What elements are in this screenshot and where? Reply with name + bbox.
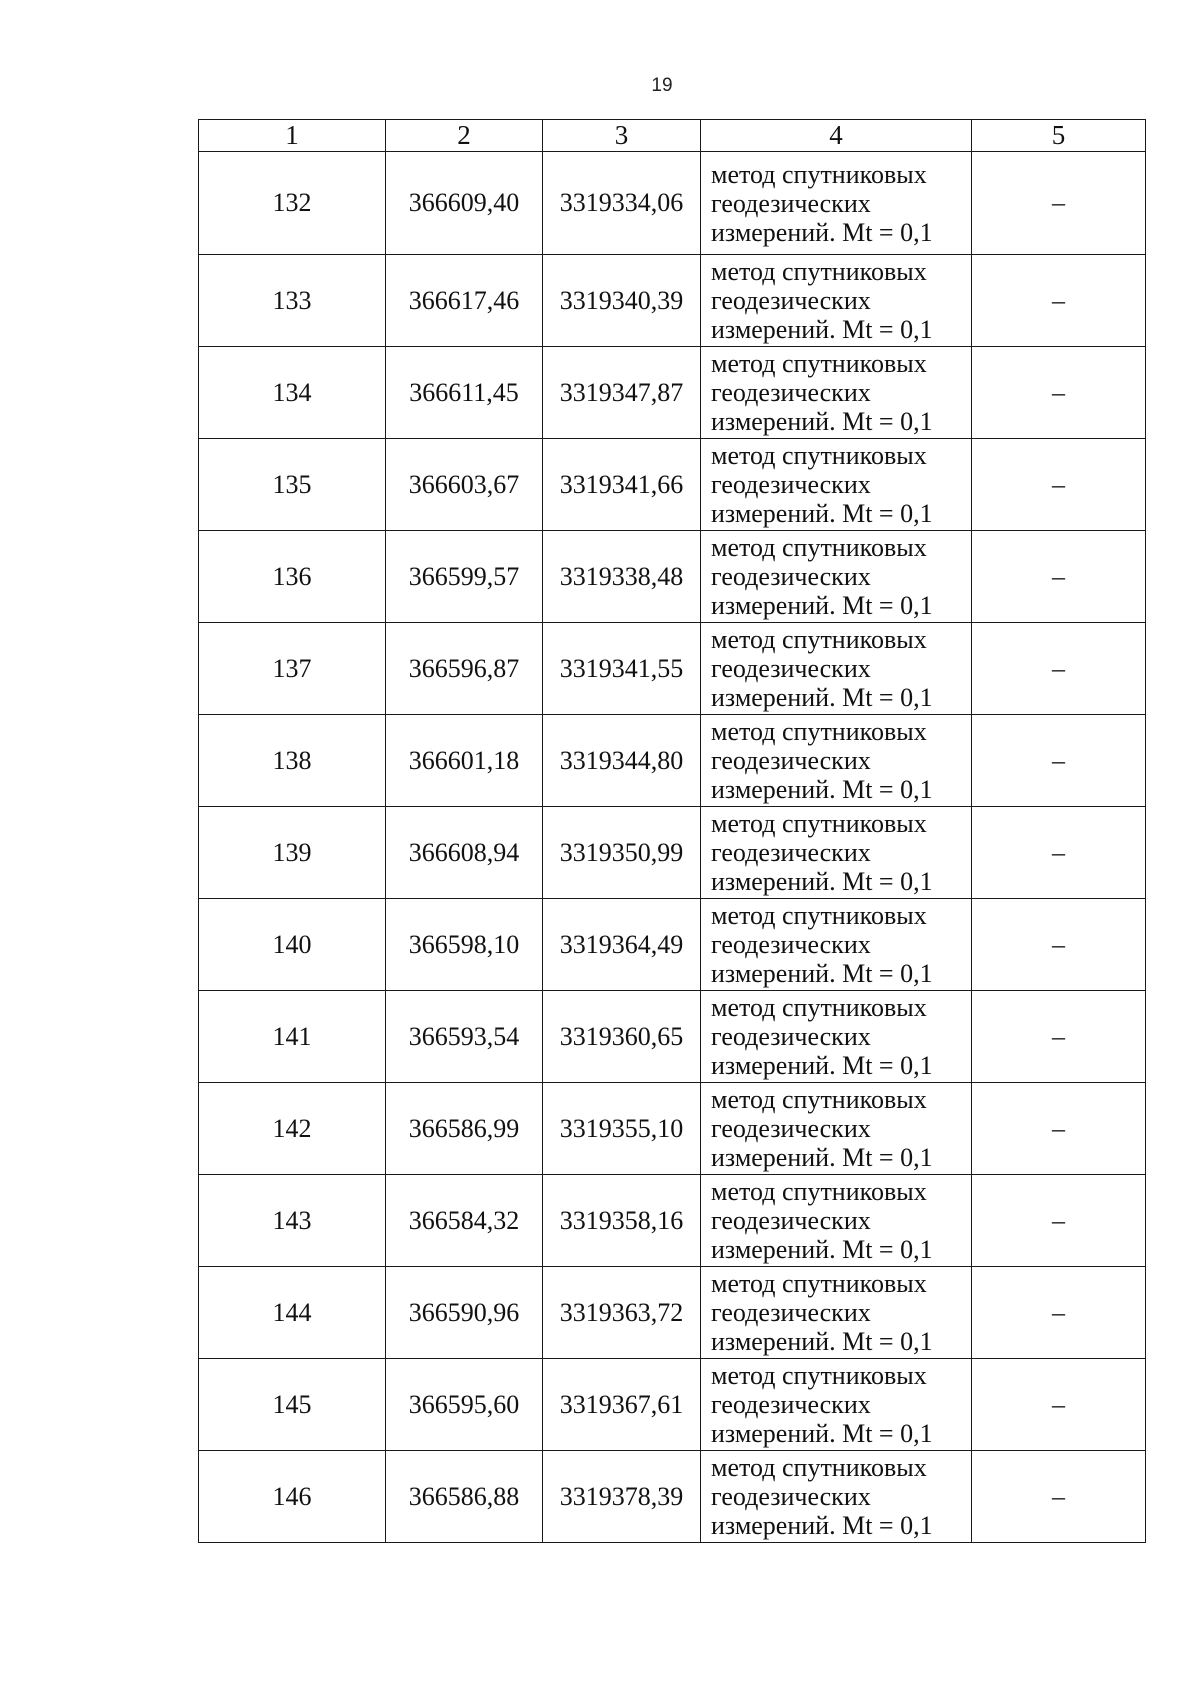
note-cell: – <box>972 623 1146 715</box>
point-number-cell: 144 <box>199 1267 386 1359</box>
note-cell: – <box>972 1267 1146 1359</box>
method-cell <box>701 1083 972 1175</box>
x-coordinate-cell: 366586,88 <box>386 1451 543 1543</box>
y-coordinate-cell: 3319338,48 <box>543 531 701 623</box>
y-coordinate-cell: 3319360,65 <box>543 991 701 1083</box>
table-row <box>199 347 1146 439</box>
y-coordinate-cell: 3319350,99 <box>543 807 701 899</box>
method-line: метод спутниковых <box>711 1269 927 1298</box>
method-line: измерений. Mt = 0,1 <box>711 867 933 896</box>
note-cell: – <box>972 899 1146 991</box>
method-cell <box>701 152 972 255</box>
x-coordinate-cell: 366599,57 <box>386 531 543 623</box>
point-number-cell: 146 <box>199 1451 386 1543</box>
table-row <box>199 1359 1146 1451</box>
table-row <box>199 991 1146 1083</box>
method-line: метод спутниковых <box>711 1085 927 1114</box>
header-row <box>199 120 1146 152</box>
method-cell <box>701 715 972 807</box>
point-number-cell: 145 <box>199 1359 386 1451</box>
note-cell: – <box>972 152 1146 255</box>
table-row <box>199 1175 1146 1267</box>
table-row <box>199 1451 1146 1543</box>
point-number-cell: 142 <box>199 1083 386 1175</box>
header-col-2: 2 <box>386 120 543 152</box>
point-number-cell: 139 <box>199 807 386 899</box>
point-number-cell: 140 <box>199 899 386 991</box>
method-line: измерений. Mt = 0,1 <box>711 1143 933 1172</box>
note-cell: – <box>972 807 1146 899</box>
note-cell: – <box>972 531 1146 623</box>
method-line: измерений. Mt = 0,1 <box>711 407 933 436</box>
method-line: метод спутниковых <box>711 1453 927 1482</box>
x-coordinate-cell: 366598,10 <box>386 899 543 991</box>
method-line: геодезических <box>711 378 871 407</box>
method-cell <box>701 991 972 1083</box>
table-row <box>199 1267 1146 1359</box>
method-line: метод спутниковых <box>711 533 927 562</box>
method-line: метод спутниковых <box>711 625 927 654</box>
method-line: геодезических <box>711 562 871 591</box>
method-line: метод спутниковых <box>711 1361 927 1390</box>
table-row <box>199 899 1146 991</box>
y-coordinate-cell: 3319334,06 <box>543 152 701 255</box>
note-cell: – <box>972 347 1146 439</box>
y-coordinate-cell: 3319347,87 <box>543 347 701 439</box>
y-coordinate-cell: 3319363,72 <box>543 1267 701 1359</box>
method-line: измерений. Mt = 0,1 <box>711 1511 933 1540</box>
method-cell <box>701 255 972 347</box>
x-coordinate-cell: 366590,96 <box>386 1267 543 1359</box>
method-line: метод спутниковых <box>711 993 927 1022</box>
point-number-cell: 138 <box>199 715 386 807</box>
x-coordinate-cell: 366601,18 <box>386 715 543 807</box>
method-line: измерений. Mt = 0,1 <box>711 1051 933 1080</box>
method-line: геодезических <box>711 470 871 499</box>
y-coordinate-cell: 3319358,16 <box>543 1175 701 1267</box>
x-coordinate-cell: 366596,87 <box>386 623 543 715</box>
y-coordinate-cell: 3319355,10 <box>543 1083 701 1175</box>
table-row <box>199 152 1146 255</box>
table-row <box>199 1083 1146 1175</box>
table-row <box>199 807 1146 899</box>
method-line: метод спутниковых <box>711 441 927 470</box>
point-number-cell: 141 <box>199 991 386 1083</box>
method-line: метод спутниковых <box>711 349 927 378</box>
note-cell: – <box>972 1175 1146 1267</box>
y-coordinate-cell: 3319340,39 <box>543 255 701 347</box>
note-cell: – <box>972 1451 1146 1543</box>
method-cell <box>701 1175 972 1267</box>
method-line: геодезических <box>711 1482 871 1511</box>
method-line: геодезических <box>711 188 871 218</box>
x-coordinate-cell: 366595,60 <box>386 1359 543 1451</box>
table-row <box>199 715 1146 807</box>
coordinates-table <box>198 119 1146 1543</box>
method-cell <box>701 807 972 899</box>
method-line: геодезических <box>711 930 871 959</box>
table-row <box>199 531 1146 623</box>
method-line: метод спутниковых <box>711 717 927 746</box>
method-line: метод спутниковых <box>711 159 927 189</box>
note-cell: – <box>972 255 1146 347</box>
method-cell <box>701 531 972 623</box>
method-line: геодезических <box>711 1022 871 1051</box>
y-coordinate-cell: 3319367,61 <box>543 1359 701 1451</box>
method-line: метод спутниковых <box>711 1177 927 1206</box>
table-row <box>199 255 1146 347</box>
note-cell: – <box>972 1083 1146 1175</box>
method-cell <box>701 347 972 439</box>
x-coordinate-cell: 366611,45 <box>386 347 543 439</box>
method-line: измерений. Mt = 0,1 <box>711 683 933 712</box>
x-coordinate-cell: 366617,46 <box>386 255 543 347</box>
method-cell <box>701 1359 972 1451</box>
x-coordinate-cell: 366603,67 <box>386 439 543 531</box>
point-number-cell: 132 <box>199 152 386 255</box>
table-body <box>199 152 1146 1543</box>
method-line: измерений. Mt = 0,1 <box>711 1327 933 1356</box>
method-line: геодезических <box>711 838 871 867</box>
method-line: метод спутниковых <box>711 901 927 930</box>
header-col-4: 4 <box>701 120 972 152</box>
point-number-cell: 137 <box>199 623 386 715</box>
method-line: геодезических <box>711 286 871 315</box>
y-coordinate-cell: 3319364,49 <box>543 899 701 991</box>
y-coordinate-cell: 3319341,66 <box>543 439 701 531</box>
note-cell: – <box>972 1359 1146 1451</box>
note-cell: – <box>972 991 1146 1083</box>
y-coordinate-cell: 3319344,80 <box>543 715 701 807</box>
table-row <box>199 439 1146 531</box>
method-cell <box>701 1451 972 1543</box>
method-line: измерений. Mt = 0,1 <box>711 1419 933 1448</box>
method-cell <box>701 439 972 531</box>
x-coordinate-cell: 366609,40 <box>386 152 543 255</box>
page-number: 19 <box>651 75 673 96</box>
method-line: измерений. Mt = 0,1 <box>711 591 933 620</box>
method-line: измерений. Mt = 0,1 <box>711 217 933 247</box>
point-number-cell: 143 <box>199 1175 386 1267</box>
note-cell: – <box>972 439 1146 531</box>
method-line: геодезических <box>711 1114 871 1143</box>
header-col-3: 3 <box>543 120 701 152</box>
x-coordinate-cell: 366586,99 <box>386 1083 543 1175</box>
point-number-cell: 135 <box>199 439 386 531</box>
table-row <box>199 623 1146 715</box>
header-col-1: 1 <box>199 120 386 152</box>
method-line: геодезических <box>711 1390 871 1419</box>
method-line: измерений. Mt = 0,1 <box>711 315 933 344</box>
header-col-5: 5 <box>972 120 1146 152</box>
method-cell <box>701 899 972 991</box>
method-cell <box>701 1267 972 1359</box>
y-coordinate-cell: 3319378,39 <box>543 1451 701 1543</box>
point-number-cell: 136 <box>199 531 386 623</box>
method-line: геодезических <box>711 746 871 775</box>
x-coordinate-cell: 366608,94 <box>386 807 543 899</box>
point-number-cell: 134 <box>199 347 386 439</box>
method-line: геодезических <box>711 1298 871 1327</box>
method-line: измерений. Mt = 0,1 <box>711 1235 933 1264</box>
method-line: геодезических <box>711 654 871 683</box>
method-line: измерений. Mt = 0,1 <box>711 959 933 988</box>
x-coordinate-cell: 366593,54 <box>386 991 543 1083</box>
method-line: геодезических <box>711 1206 871 1235</box>
note-cell: – <box>972 715 1146 807</box>
method-line: метод спутниковых <box>711 257 927 286</box>
method-line: измерений. Mt = 0,1 <box>711 775 933 804</box>
method-line: метод спутниковых <box>711 809 927 838</box>
y-coordinate-cell: 3319341,55 <box>543 623 701 715</box>
point-number-cell: 133 <box>199 255 386 347</box>
method-line: измерений. Mt = 0,1 <box>711 499 933 528</box>
method-cell <box>701 623 972 715</box>
x-coordinate-cell: 366584,32 <box>386 1175 543 1267</box>
